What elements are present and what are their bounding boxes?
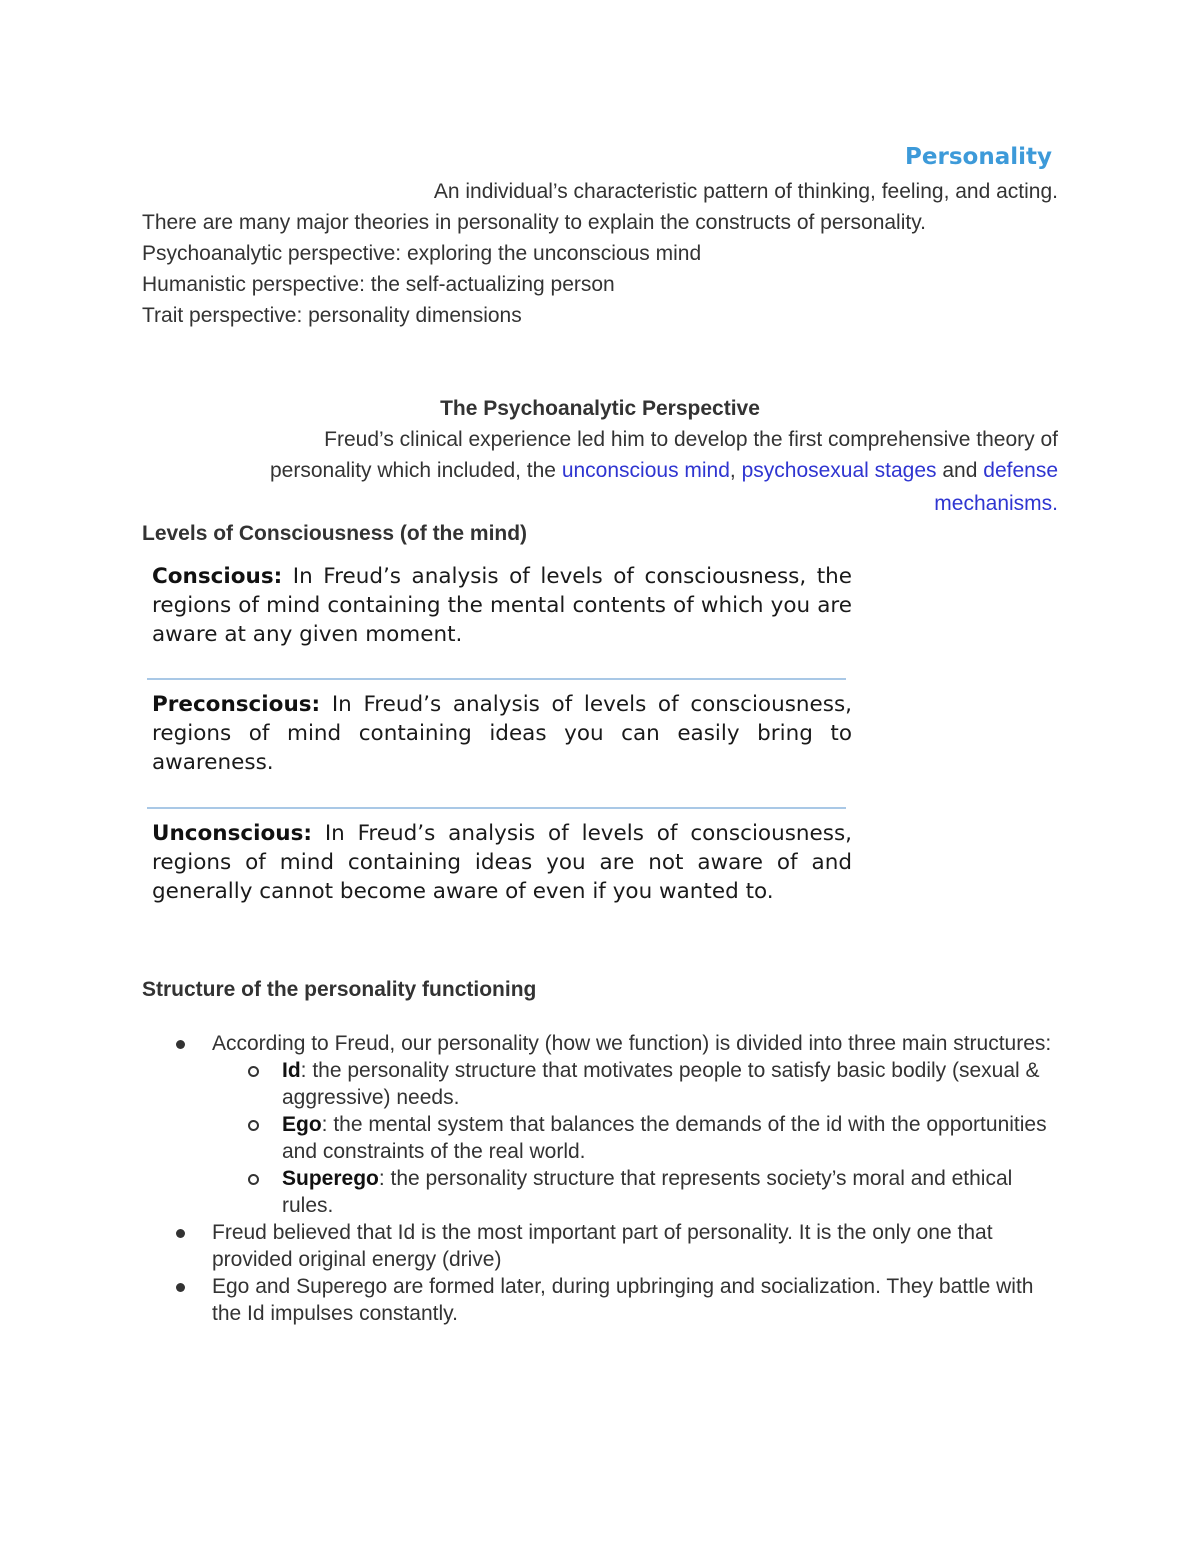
term-mechanisms: mechanisms. — [934, 492, 1058, 515]
sub-text: : the personality structure that represents society’s moral and ethical rules. — [282, 1167, 1013, 1217]
perspective-humanistic: Humanistic perspective: the self-actualizing person — [142, 273, 615, 296]
list-item — [142, 1273, 1062, 1327]
level-text: In Freud’s analysis of levels of consciousness, regions of mind containing ideas you can easily bring to awareness. — [152, 692, 852, 775]
structure-heading: Structure of the personality functioning — [142, 978, 537, 1001]
separator-comma: , — [729, 459, 742, 482]
divider — [147, 678, 846, 680]
level-term: Conscious: — [152, 564, 283, 589]
intro-text: There are many major theories in personality to explain the constructs of personality. — [142, 211, 926, 234]
bullet-text: Freud believed that Id is the most important part of personality. It is the only one that provided original energy (drive) — [212, 1221, 993, 1271]
separator-and: and — [936, 459, 984, 482]
personality-definition: An individual’s characteristic pattern of thinking, feeling, and acting. — [433, 180, 1058, 203]
structure-term-superego: Superego — [282, 1167, 379, 1190]
level-text: In Freud’s analysis of levels of consciousness, regions of mind containing ideas you are not aware of and generally cannot become aware of even if you wanted to. — [152, 821, 852, 904]
list-item — [142, 1030, 1062, 1219]
level-term: Unconscious: — [152, 821, 312, 846]
document-title: Personality — [905, 144, 1052, 170]
list-item — [142, 1219, 1062, 1273]
divider — [147, 807, 846, 809]
psychoanalytic-heading: The Psychoanalytic Perspective — [440, 397, 760, 420]
level-text: In Freud’s analysis of levels of consciousness, the regions of mind containing the mental contents of which you are aware at any given moment. — [152, 564, 852, 647]
level-conscious-card — [152, 562, 852, 649]
bullet-text: Ego and Superego are formed later, during upbringing and socialization. They battle with the Id impulses constantly. — [212, 1275, 1034, 1325]
levels-heading: Levels of Consciousness (of the mind) — [142, 522, 528, 545]
sub-text: : the mental system that balances the demands of the id with the opportunities and constraints of the real world. — [282, 1113, 1047, 1163]
sub-text: : the personality structure that motivates people to satisfy basic bodily (sexual & aggressive) needs. — [282, 1059, 1040, 1109]
perspective-psychoanalytic: Psychoanalytic perspective: exploring the unconscious mind — [142, 242, 702, 265]
sub-list — [212, 1057, 1062, 1219]
level-term: Preconscious: — [152, 692, 321, 717]
level-preconscious-card — [152, 690, 852, 777]
term-psychosexual-stages: psychosexual stages — [741, 459, 937, 482]
psychoanalytic-line-1: Freud’s clinical experience led him to develop the first comprehensive theory of — [324, 428, 1058, 451]
structure-term-id: Id — [282, 1059, 301, 1082]
structure-term-ego: Ego — [282, 1113, 322, 1136]
list-item — [212, 1111, 1062, 1165]
perspective-trait: Trait perspective: personality dimensions — [142, 304, 522, 327]
list-item — [212, 1057, 1062, 1111]
structure-list — [142, 1030, 1062, 1327]
psychoanalytic-line-2 — [270, 459, 1058, 483]
term-unconscious-mind: unconscious mind — [561, 459, 730, 482]
level-unconscious-card — [152, 819, 852, 906]
line-2-prefix: personality which included, the — [269, 459, 562, 482]
bullet-text: According to Freud, our personality (how we function) is divided into three main structures: — [212, 1032, 1052, 1055]
term-defense: defense — [983, 459, 1058, 482]
list-item — [212, 1165, 1062, 1219]
